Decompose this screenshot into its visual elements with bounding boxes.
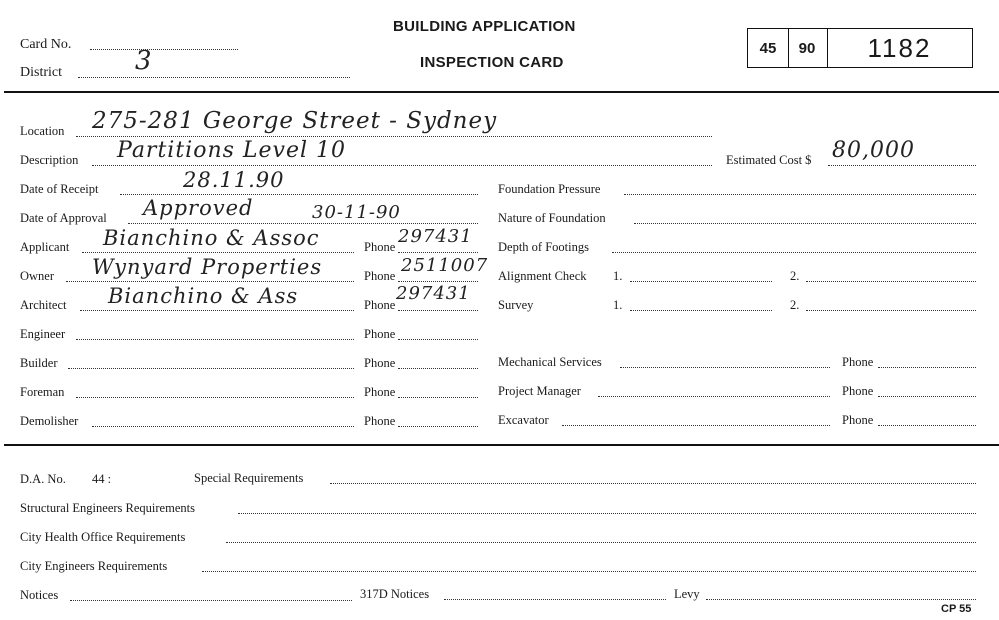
project-manager-phone-label: Phone (842, 384, 874, 398)
project-manager-phone-line (878, 394, 976, 397)
depth-footings-label: Depth of Footings (498, 240, 589, 254)
project-manager-line (598, 394, 830, 397)
mechanical-phone-line (878, 365, 976, 368)
estimated-cost-label: Estimated Cost $ (726, 153, 812, 167)
foundation-pressure-label: Foundation Pressure (498, 182, 601, 196)
structural-requirements-label: Structural Engineers Requirements (20, 501, 195, 515)
alignment-check-line1 (630, 279, 772, 282)
engineer-phone-line (398, 337, 478, 340)
header-divider (4, 91, 999, 93)
foundation-pressure-line (624, 192, 976, 195)
details-divider (4, 444, 999, 446)
architect-label: Architect (20, 298, 67, 312)
city-engineers-requirements-line (202, 569, 976, 572)
applicant-phone-label: Phone (364, 240, 396, 254)
levy-line (706, 597, 976, 600)
nature-foundation-line (634, 221, 976, 224)
health-requirements-label: City Health Office Requirements (20, 530, 186, 544)
applicant-label: Applicant (20, 240, 70, 254)
date-receipt-label: Date of Receipt (20, 182, 99, 196)
excavator-phone-label: Phone (842, 413, 874, 427)
foreman-phone-label: Phone (364, 385, 396, 399)
applicant-value: Bianchino & Assoc (103, 226, 320, 250)
estimated-cost-value: 80,000 (832, 138, 915, 163)
owner-value: Wynyard Properties (92, 255, 323, 279)
applicant-phone-line (398, 250, 478, 253)
depth-footings-line (612, 250, 976, 253)
notices-line (70, 598, 352, 601)
notices-317d-line (444, 597, 666, 600)
mechanical-line (620, 365, 830, 368)
form-title: BUILDING APPLICATION (393, 18, 576, 35)
da-no-label: D.A. No. (20, 472, 66, 486)
description-value: Partitions Level 10 (117, 138, 346, 163)
demolisher-label: Demolisher (20, 414, 79, 428)
foreman-label: Foreman (20, 385, 65, 399)
mechanical-label: Mechanical Services (498, 355, 602, 369)
builder-line (68, 366, 354, 369)
location-label: Location (20, 124, 65, 138)
city-engineers-requirements-label: City Engineers Requirements (20, 559, 168, 573)
owner-label: Owner (20, 269, 55, 283)
owner-phone-value: 2511007 (401, 255, 489, 276)
architect-phone-line (398, 308, 478, 311)
survey-line2 (806, 308, 976, 311)
builder-phone-label: Phone (364, 356, 396, 370)
form-code: CP 55 (941, 603, 972, 615)
district-value: 3 (135, 46, 153, 76)
card-number-box: 1182 (827, 28, 973, 68)
architect-value: Bianchino & Ass (108, 284, 299, 308)
owner-line (66, 279, 354, 282)
location-line (76, 134, 712, 137)
demolisher-phone-label: Phone (364, 414, 396, 428)
alignment-check-label: Alignment Check (498, 269, 587, 283)
form-subtitle: INSPECTION CARD (420, 54, 564, 71)
foreman-phone-line (398, 395, 478, 398)
structural-requirements-line (238, 511, 976, 514)
survey-label: Survey (498, 298, 534, 312)
alignment-check-line2 (806, 279, 976, 282)
card-box-a: 45 (747, 28, 789, 68)
notices-317d-label: 317D Notices (360, 587, 430, 601)
mechanical-phone-label: Phone (842, 355, 874, 369)
engineer-phone-label: Phone (364, 327, 396, 341)
special-requirements-label: Special Requirements (194, 471, 304, 485)
district-label: District (20, 65, 62, 80)
description-label: Description (20, 153, 79, 167)
date-approval-value: Approved (143, 196, 254, 220)
architect-line (80, 308, 354, 311)
survey-num2: 2. (790, 298, 800, 312)
engineer-line (76, 337, 354, 340)
architect-phone-label: Phone (364, 298, 396, 312)
demolisher-line (92, 424, 354, 427)
notices-label: Notices (20, 588, 59, 602)
applicant-line (82, 250, 354, 253)
survey-line1 (630, 308, 772, 311)
owner-phone-line (398, 279, 478, 282)
date-approval-date: 30-11-90 (312, 202, 401, 223)
survey-num1: 1. (613, 298, 623, 312)
owner-phone-label: Phone (364, 269, 396, 283)
description-line (92, 163, 712, 166)
builder-phone-line (398, 366, 478, 369)
date-approval-line (128, 221, 478, 224)
nature-foundation-label: Nature of Foundation (498, 211, 606, 225)
builder-label: Builder (20, 356, 58, 370)
alignment-check-num2: 2. (790, 269, 800, 283)
excavator-label: Excavator (498, 413, 549, 427)
applicant-phone-value: 297431 (398, 226, 473, 247)
card-box-b: 90 (787, 28, 828, 68)
district-line (78, 75, 350, 78)
date-approval-label: Date of Approval (20, 211, 107, 225)
demolisher-phone-line (398, 424, 478, 427)
engineer-label: Engineer (20, 327, 66, 341)
health-requirements-line (226, 540, 976, 543)
project-manager-label: Project Manager (498, 384, 581, 398)
date-receipt-line (120, 192, 478, 195)
levy-label: Levy (674, 587, 700, 601)
special-requirements-line (330, 481, 976, 484)
alignment-check-num1: 1. (613, 269, 623, 283)
location-value: 275-281 George Street - Sydney (92, 108, 498, 134)
da-no-value: 44 : (92, 472, 112, 486)
architect-phone-value: 297431 (396, 283, 471, 304)
excavator-line (562, 423, 830, 426)
card-no-label: Card No. (20, 37, 72, 52)
foreman-line (76, 395, 354, 398)
card-no-line (90, 47, 238, 50)
date-receipt-value: 28.11.90 (183, 168, 285, 192)
excavator-phone-line (878, 423, 976, 426)
estimated-cost-line (828, 163, 976, 166)
